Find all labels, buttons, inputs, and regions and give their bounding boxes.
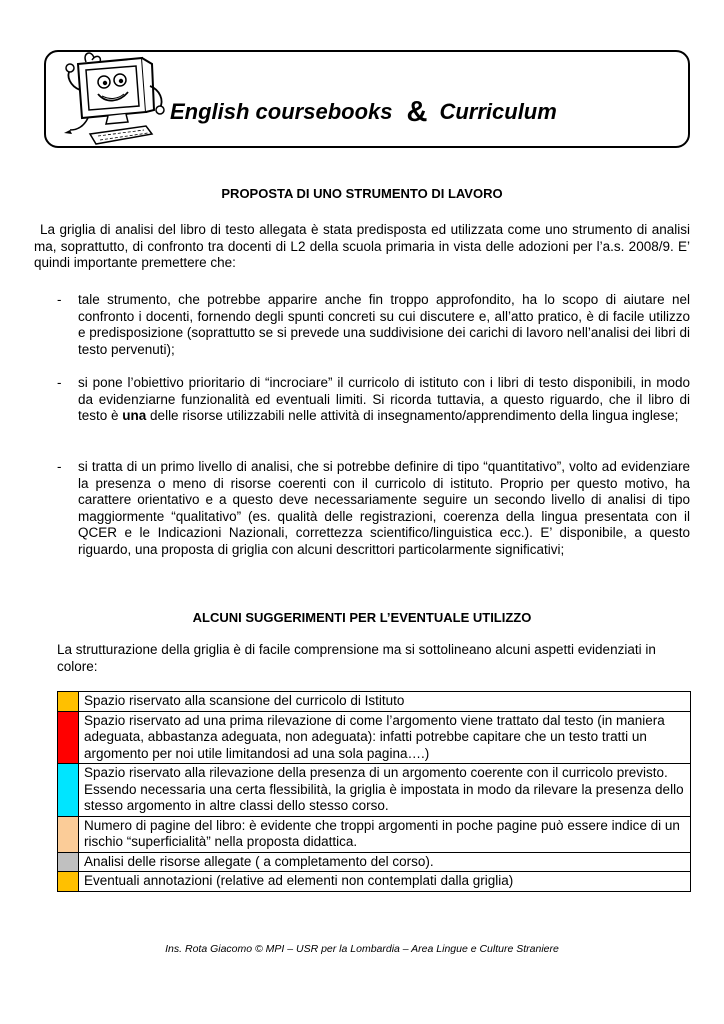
legend-row — [58, 764, 691, 817]
computer-mascot-icon — [56, 50, 172, 148]
color-swatch — [58, 872, 79, 892]
legend-description: Spazio riservato ad una prima rilevazione di come l’argomento viene trattato dal testo (in maniera adeguata, abbastanza adeguata, non adeguata): infatti potrebbe capitare che un testo tratti un argomento per noi utile limitandosi ad una sola pagina….) — [79, 711, 691, 764]
bullet-item-2 — [78, 375, 690, 425]
legend-description: Spazio riservato alla scansione del curricolo di Istituto — [79, 692, 691, 712]
title-left: English coursebooks — [170, 99, 393, 124]
bullet-item-1: tale strumento, che potrebbe apparire anche fin troppo approfondito, ha lo scopo di aiutare nel confronto i docenti, fornendo degli spunti concreti su cui discutere e, all’atto pratico, è di facile utilizzo e predisposizione (soprattutto se si prevede una suddivisione dei carichi di lavoro nell’analisi dei libri di testo pervenuti); — [78, 292, 690, 357]
header-banner — [44, 50, 690, 148]
bullet-item-2-text: si pone l’obiettivo prioritario di “incrociare” il curricolo di istituto con i libri di testo disponibili, in modo da evidenziarne funzionalità ed eventuali limiti. Si ricorda tuttavia, a questo riguardo, che il libro di testo è — [78, 375, 690, 423]
legend-description: Numero di pagine del libro: è evidente che troppi argomenti in poche pagine può essere indice di un rischio “superficialità” nella proposta didattica. — [79, 816, 691, 852]
bullet-item-3: si tratta di un primo livello di analisi, che si potrebbe definire di tipo “quantitativo”, volto ad evidenziare la presenza o meno di risorse coerenti con il curricolo di istituto. Proprio per questo motivo, ha carattere orientativo e a questo deve necessariamente seguire un secondo livello di analisi di tipo maggiormente “qualitativo” (es. qualità delle registrazioni, coerenza della lingua presentata con il QCER e le Indicazioni Nazionali, correttezza scientifico/linguistica ecc.). E’ disponibile, a questo riguardo, una proposta di griglia con alcuni descrittori particolarmente significativi; — [78, 459, 690, 557]
legend-description: Eventuali annotazioni (relative ad elementi non contemplati dalla griglia) — [79, 872, 691, 892]
section-heading-proposta: PROPOSTA DI UNO STRUMENTO DI LAVORO — [221, 186, 503, 201]
document-title — [170, 94, 557, 127]
color-swatch — [58, 816, 79, 852]
legend-row — [58, 711, 691, 764]
legend-row — [58, 852, 691, 872]
legend-row — [58, 816, 691, 852]
legend-description: Spazio riservato alla rilevazione della presenza di un argomento coerente con il curricolo previsto. Essendo necessaria una certa flessibilità, la griglia è impostata in modo da rilevare la presenza dello stesso argomento in altre classi dello stesso corso. — [79, 764, 691, 817]
color-swatch — [58, 764, 79, 817]
section-heading-suggerimenti: ALCUNI SUGGERIMENTI PER L’EVENTUALE UTILIZZO — [192, 610, 532, 625]
legend-row — [58, 872, 691, 892]
legend-description: Analisi delle risorse allegate ( a completamento del corso). — [79, 852, 691, 872]
color-swatch — [58, 711, 79, 764]
title-ampersand: & — [406, 96, 428, 128]
bullet-dash: - — [57, 459, 62, 474]
title-right: Curriculum — [439, 99, 557, 124]
bullet-item-2-bold: una — [122, 408, 147, 423]
bullet-item-2-text-end: delle risorse utilizzabili nelle attività di insegnamento/apprendimento della lingua inglese; — [146, 408, 679, 423]
legend-row — [58, 692, 691, 712]
bullet-dash: - — [57, 375, 62, 390]
footer-credit: Ins. Rota Giacomo © MPI – USR per la Lombardia – Area Lingue e Culture Straniere — [165, 943, 559, 955]
bullet-dash: - — [57, 292, 62, 307]
color-swatch — [58, 852, 79, 872]
legend-intro: La strutturazione della griglia è di facile comprensione ma si sottolineano alcuni aspetti evidenziati in colore: — [57, 642, 656, 674]
intro-paragraph: La griglia di analisi del libro di testo allegata è stata predisposta ed utilizzata come uno strumento di analisi ma, soprattutto, di confronto tra docenti di L2 della scuola primaria in vista delle adozioni per l’a.s. 2008/9. E’ quindi importante premettere che: — [34, 222, 690, 270]
color-swatch — [58, 692, 79, 712]
color-legend-table — [57, 691, 691, 892]
